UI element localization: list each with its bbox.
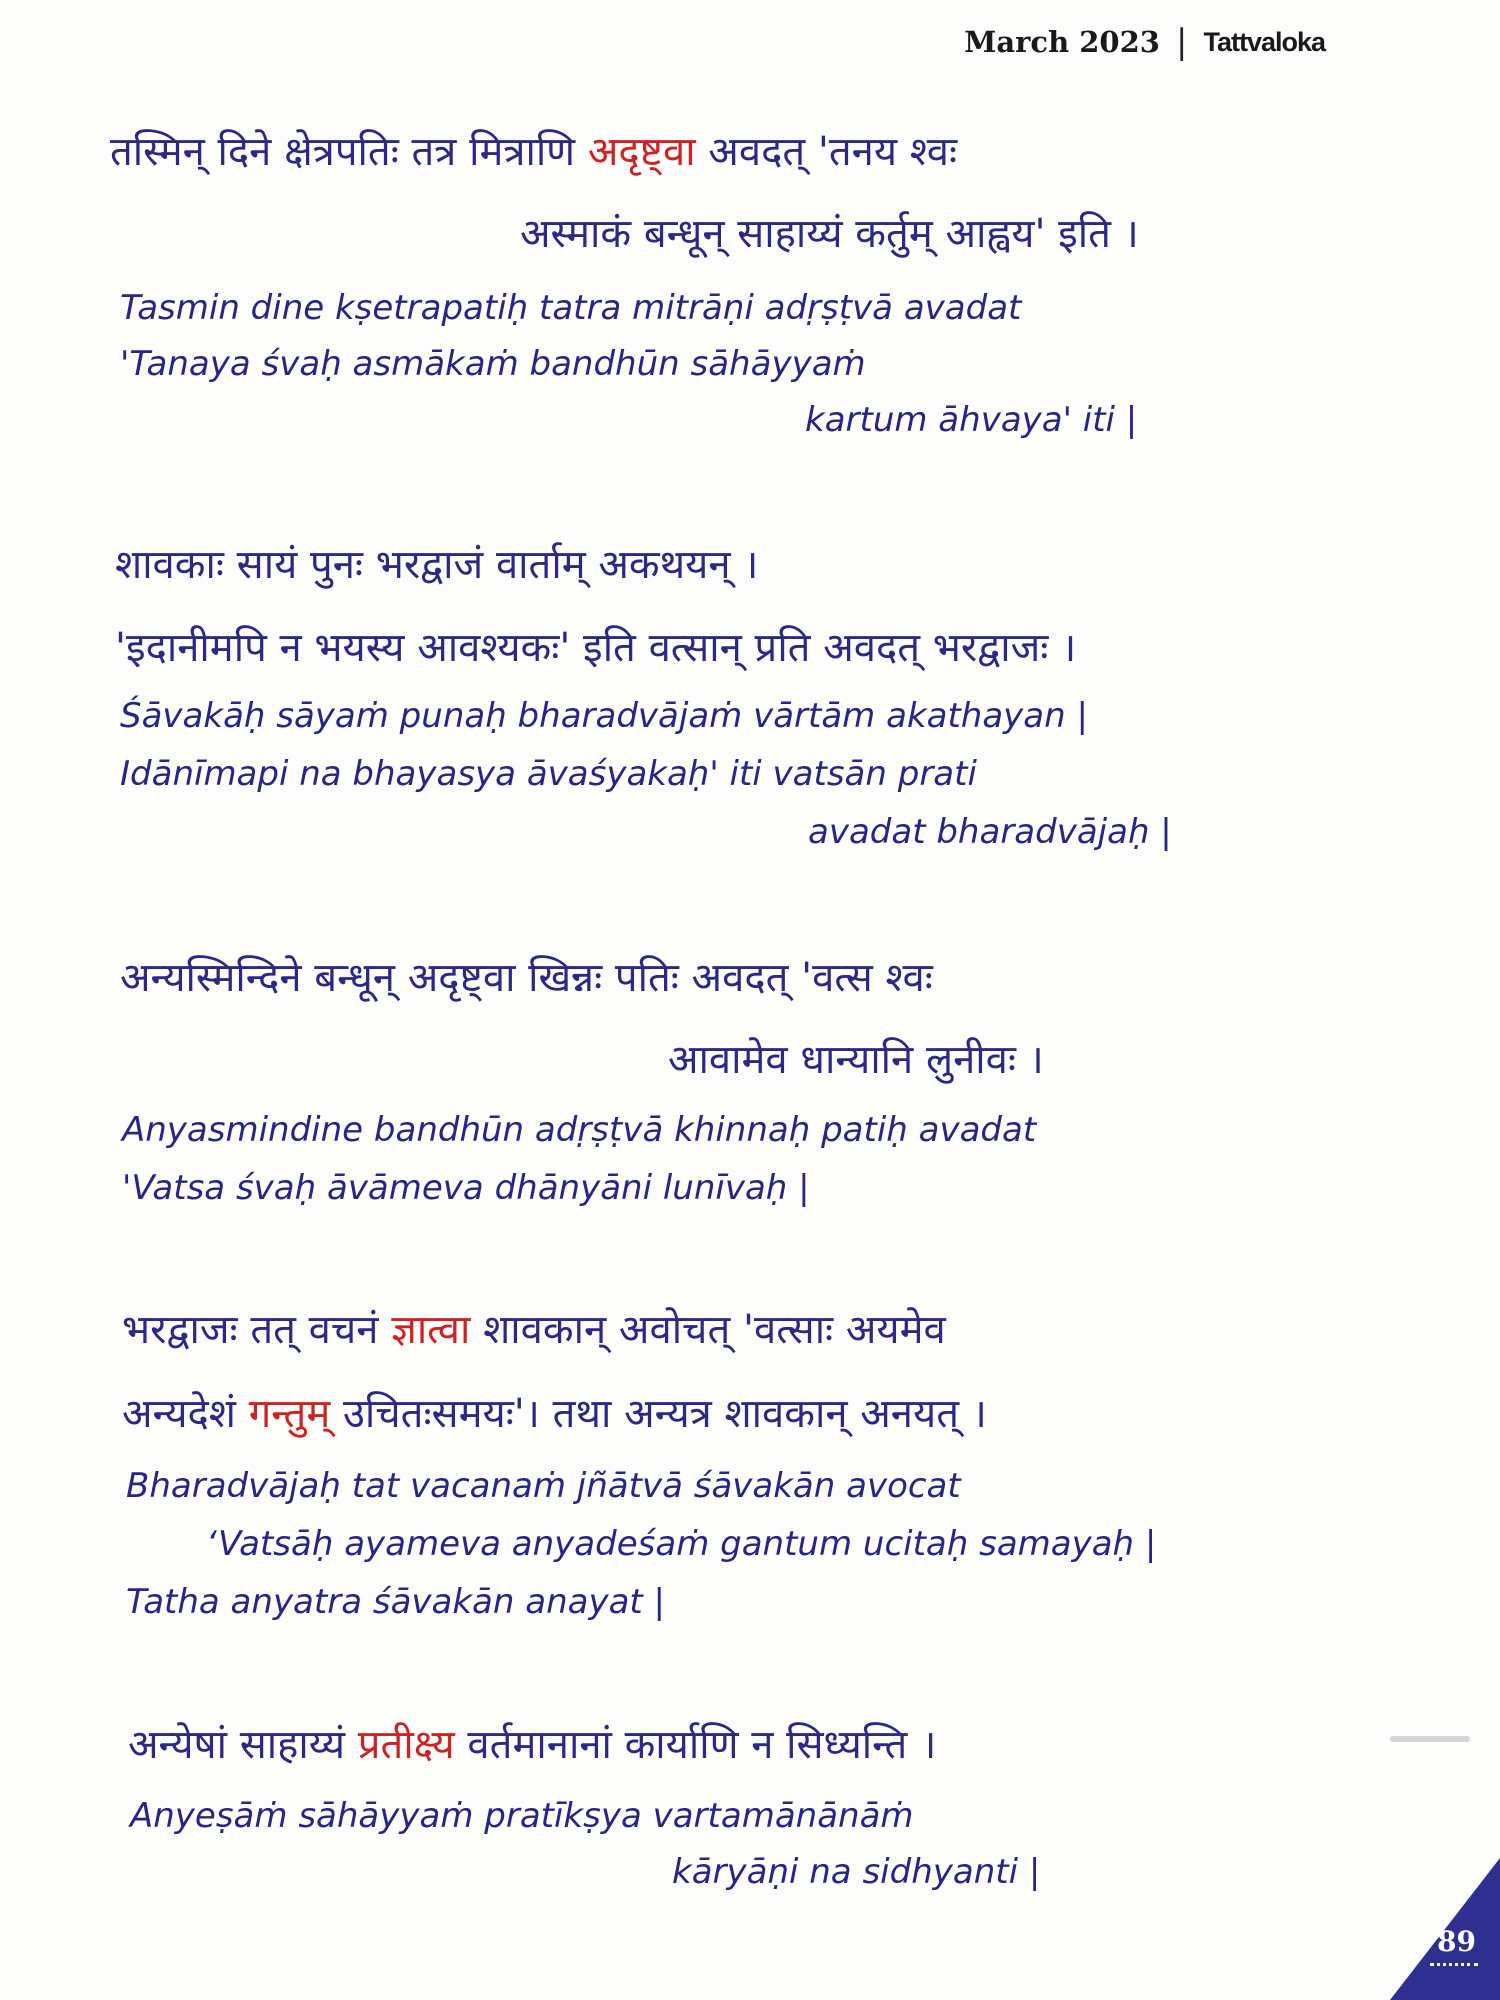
sanskrit-text: भरद्वाजः तत् वचनं (122, 1307, 392, 1353)
transliteration-line: Anyeṣāṁ sāhāyyaṁ pratīkṣya vartamānānāṁ (130, 1796, 914, 1836)
sanskrit-line: शावकाः सायं पुनः भरद्वाजं वार्ताम् अकथयन् । (115, 542, 759, 588)
page-number: 89 (1437, 1925, 1476, 1958)
transliteration-line: Tasmin dine kṣetrapatiḥ tatra mitrāṇi adṛṣṭvā avadat (120, 288, 1022, 328)
highlighted-word: ज्ञात्वा (391, 1307, 471, 1353)
transliteration-line: Bharadvājaḥ tat vacanaṁ jñātvā śāvakān avocat (126, 1466, 961, 1506)
transliteration-line: kartum āhvaya' iti | (805, 400, 1138, 440)
highlighted-word: अदृष्ट्वा (587, 129, 696, 175)
transliteration-line: Tatha anyatra śāvakān anayat | (126, 1582, 666, 1622)
transliteration-line: kāryāṇi na sidhyanti | (672, 1852, 1041, 1892)
danda-mark: । (921, 1722, 937, 1768)
magazine-name: Tattvaloka (1203, 26, 1325, 57)
transliteration-line: avadat bharadvājaḥ | (808, 812, 1172, 852)
sanskrit-text: शावकान् अवोचत् 'वत्साः अयमेव (470, 1307, 946, 1353)
page-header (964, 22, 1325, 62)
header-separator: | (1175, 22, 1188, 62)
scan-smudge (1390, 1736, 1470, 1742)
sanskrit-text: अन्यदेशं (122, 1391, 249, 1437)
transliteration-line: Anyasmindine bandhūn adṛṣṭvā khinnaḥ patiḥ avadat (122, 1110, 1037, 1150)
sanskrit-line: अन्यस्मिन्दिने बन्धून् अदृष्ट्वा खिन्नः पतिः अवदत् 'वत्स श्वः (120, 955, 933, 1001)
sanskrit-text: अन्येषां साहाय्यं (128, 1722, 358, 1768)
sanskrit-line (122, 1384, 987, 1439)
issue-date: March 2023 (964, 25, 1160, 59)
transliteration-line: Idānīmapi na bhayasya āvaśyakaḥ' iti vatsān prati (120, 754, 977, 794)
highlighted-word: गन्तुम् (248, 1391, 331, 1437)
sanskrit-line: आवामेव धान्यानि लुनीवः । (668, 1037, 1044, 1083)
sanskrit-line (128, 1715, 936, 1770)
sanskrit-text: तस्मिन् दिने क्षेत्रपतिः तत्र मित्राणि (110, 129, 588, 175)
sanskrit-line (110, 122, 957, 177)
highlighted-word: प्रतीक्ष्य (357, 1722, 455, 1768)
sanskrit-text: अवदत् 'तनय श्वः (695, 129, 958, 175)
transliteration-line: 'Vatsa śvaḥ āvāmeva dhānyāni lunīvaḥ | (122, 1168, 810, 1208)
sanskrit-line: अस्माकं बन्धून् साहाय्यं कर्तुम् आह्वय' इति । (520, 211, 1139, 257)
sanskrit-text: वर्तमानानां कार्याणि न सिध्यन्ति (454, 1722, 908, 1768)
transliteration-line: 'Tanaya śvaḥ asmākaṁ bandhūn sāhāyyaṁ (120, 344, 866, 384)
sanskrit-line (122, 1300, 946, 1355)
page-number-underline (1430, 1963, 1478, 1966)
transliteration-line: ‘Vatsāḥ ayameva anyadeśaṁ gantum ucitaḥ samayaḥ | (206, 1524, 1157, 1564)
sanskrit-text: उचितःसमयः'। तथा अन्यत्र शावकान् अनयत् । (330, 1391, 987, 1437)
transliteration-line: Śāvakāḥ sāyaṁ punaḥ bharadvājaṁ vārtām akathayan | (120, 696, 1088, 736)
sanskrit-line: 'इदानीमपि न भयस्य आवश्यकः' इति वत्सान् प्रति अवदत् भरद्वाजः । (115, 625, 1077, 671)
